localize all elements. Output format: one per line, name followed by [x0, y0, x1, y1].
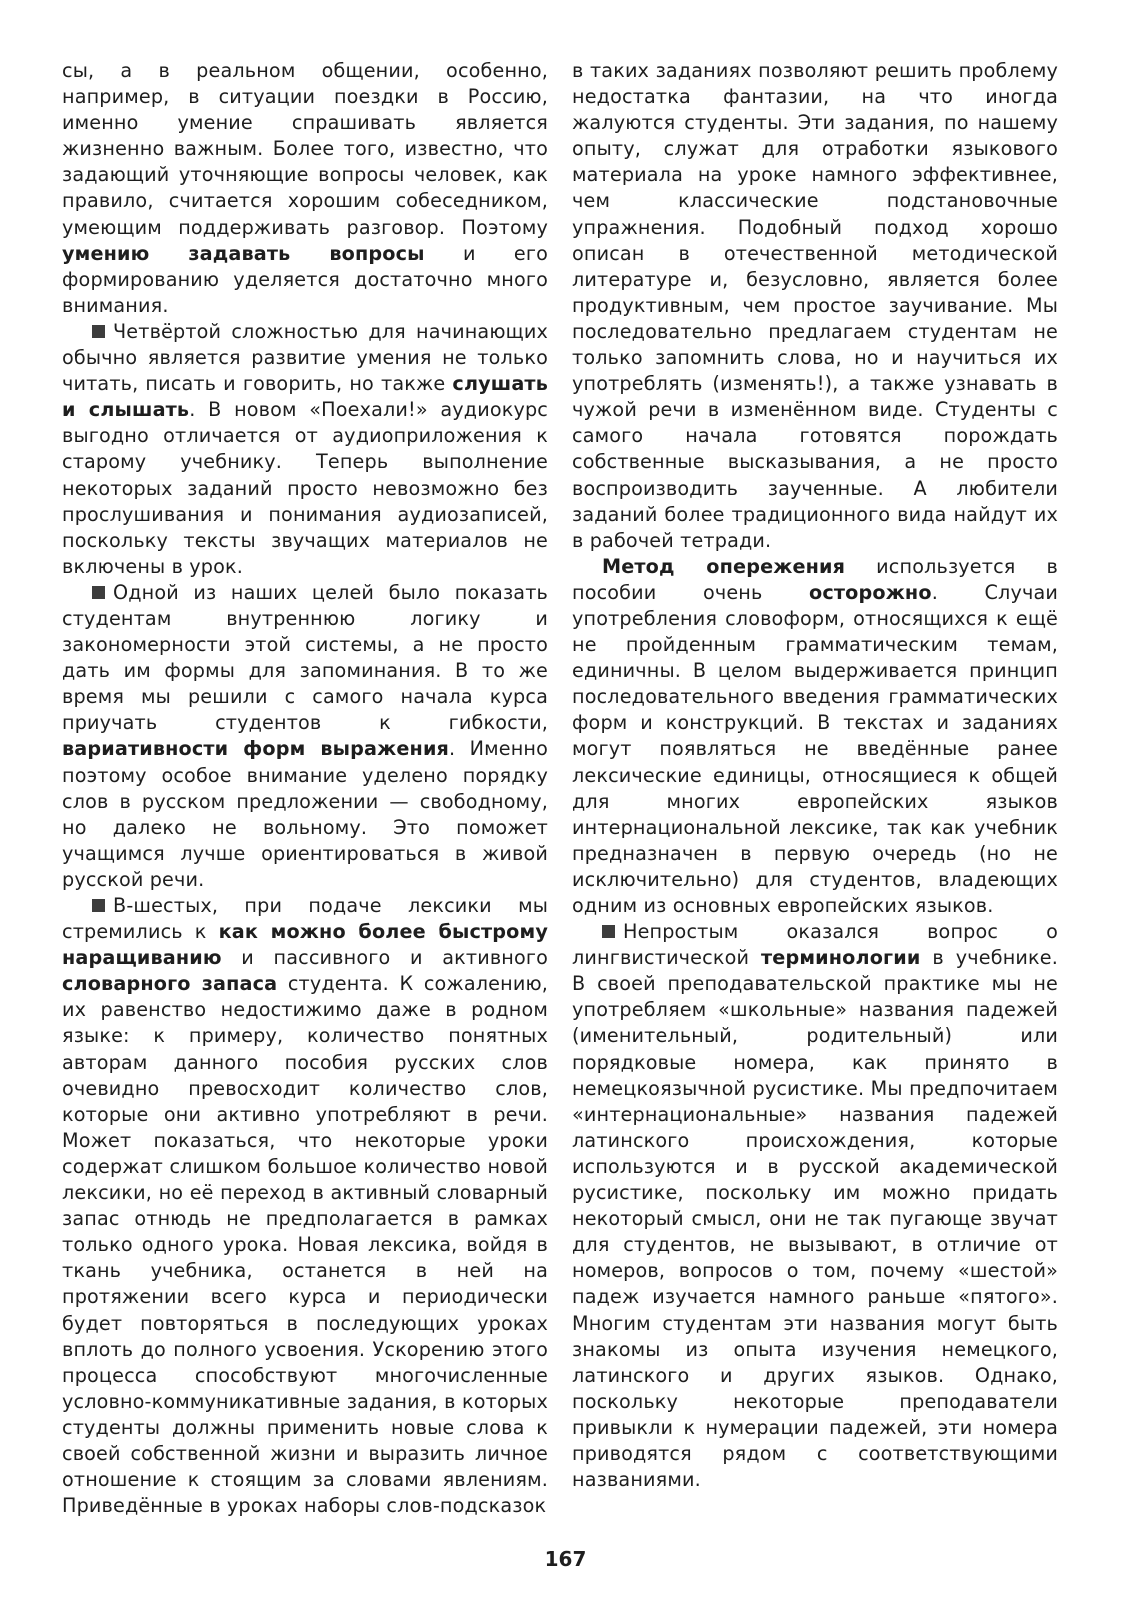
square-bullet-icon: [92, 586, 105, 599]
bold-term: умению задавать вопросы: [62, 241, 425, 265]
paragraph-text: и пассивного и активного: [221, 946, 548, 970]
paragraph-text: и его формированию уделяется достаточно много внимания.: [62, 241, 548, 317]
left-column: [62, 58, 548, 1519]
paragraph-text: . Именно поэтому особое внимание уделено порядку слов в русском предложении — свободному, но далеко не вольному. Это поможет учащимся лучше ориентироваться в живой русской речи.: [62, 737, 548, 891]
paragraph-text: Одной из наших целей было показать студентам внутреннюю логику и закономерности этой системы, а не просто дать им формы для запоминания. В то же время мы решили с самого начала курса приучать студентов к гибкости,: [62, 580, 548, 735]
paragraph-text: Четвёртой сложностью для начинающих обычно является развитие умения не только читать, писать и говорить, но также: [62, 319, 548, 396]
paragraph-text: студента. К сожалению, их равенство недостижимо даже в родном языке: к примеру, количество понятных авторам данного пособия русских слов очевидно превосходит количество слов, которые они активно употребляют в речи. Может показаться, что некоторые уроки содержат слишком большое количество новой лексики, но её переход в активный словарный запас отнюдь не предполагается в рамках только одного урока. Новая лексика, войдя в ткань учебника, останется в ней на протяжении всего курса и периодически будет повторяться в последующих уроках вплоть до полного усвоения. Ускорению этого процесса способствуют многочисленные условно-коммуникативные задания, в которых студенты должны применить новые слова к своей собственной жизни и выразить личное отношение к стоящим за словами явлениям. Приведённые в уроках наборы слов-подсказок: [62, 972, 548, 1518]
bold-term: слушать и слышать: [62, 372, 548, 422]
paragraph: [572, 919, 1058, 1493]
paragraph: [572, 554, 1058, 919]
bold-term: осторожно: [809, 580, 932, 604]
paragraph-text: Непростым оказался вопрос о лингвистической: [572, 920, 1058, 970]
paragraph-text: используется в пособии очень: [572, 554, 1058, 604]
paragraph-text: В-шестых, при подаче лексики мы стремились к: [62, 894, 548, 944]
right-column: [572, 58, 1058, 1493]
paragraph-text: . Случаи употребления словоформ, относящихся к ещё не пройденным грамматическим темам, единичны. В целом выдерживается принцип последовательного введения грамматических форм и конструкций. В текстах и заданиях могут появляться не введённые ранее лексические единицы, относящиеся к общей для многих европейских языков интернациональной лексике, так как учебник предназначен в первую очередь (но не исключительно) для студентов, владеющих одним из основных европейских языков.: [572, 580, 1058, 917]
paragraph-text: в учебнике. В своей преподавательской практике мы не употребляем «школьные» названия падежей (именительный, родительный) или порядковые номера, как принято в немецкоязычной русистике. Мы предпочитаем «интернациональные» названия падежей латинского происхождения, которые используются и в русской академической русистике, поскольку им можно придать некоторый смысл, они не так пугающе звучат для студентов, не вызывают, в отличие от номеров, вопросов о том, почему «шестой» падеж изучается намного раньше «пятого». Многим студентам эти названия могут быть знакомы из опыта изучения немецкого, латинского и других языков. Однако, поскольку некоторые преподаватели привыкли к нумерации падежей, эти номера приводятся рядом с соответствующими названиями.: [572, 946, 1058, 1492]
square-bullet-icon: [92, 899, 105, 912]
bold-term: Метод опережения: [602, 554, 846, 578]
paragraph: [62, 58, 548, 319]
paragraph-text: сы, а в реальном общении, особенно, например, в ситуации поездки в Россию, именно умение спрашивать является жизненно важным. Более того, известно, что задающий уточняющие вопросы человек, как правило, считается хорошим собеседником, умеющим поддерживать разговор. Поэтому: [62, 59, 548, 239]
square-bullet-icon: [602, 925, 615, 938]
paragraph: [62, 893, 548, 1519]
bold-term: вариативности форм выражения: [62, 737, 450, 761]
bold-term: терминологии: [761, 946, 921, 970]
bold-term: словарного запаса: [62, 972, 278, 996]
paragraph: [572, 58, 1058, 554]
paragraph: [62, 580, 548, 893]
paragraph: [62, 319, 548, 580]
bold-term: как можно более быстрому наращиванию: [62, 920, 548, 970]
page-number: 167: [544, 1547, 587, 1571]
paragraph-text: в таких заданиях позволяют решить проблему недостатка фантазии, на что иногда жалуются студенты. Эти задания, по нашему опыту, служат для отработки языкового материала на уроке намного эффективнее, чем классические подстановочные упражнения. Подобный подход хорошо описан в отечественной методической литературе и, безусловно, является более продуктивным, чем простое заучивание. Мы последовательно предлагаем студентам не только запомнить слова, но и научиться их употреблять (изменять!), а также узнавать в чужой речи в изменённом виде. Студенты с самого начала готовятся порождать собственные высказывания, а не просто воспроизводить заученные. А любители заданий более традиционного вида найдут их в рабочей тетради.: [572, 59, 1058, 552]
paragraph-text: . В новом «Поехали!» аудиокурс выгодно отличается от аудиоприложения к старому учебнику. Теперь выполнение некоторых заданий просто невозможно без прослушивания и понимания аудиозаписей, поскольку тексты звучащих материалов не включены в урок.: [62, 398, 549, 578]
square-bullet-icon: [92, 325, 105, 338]
